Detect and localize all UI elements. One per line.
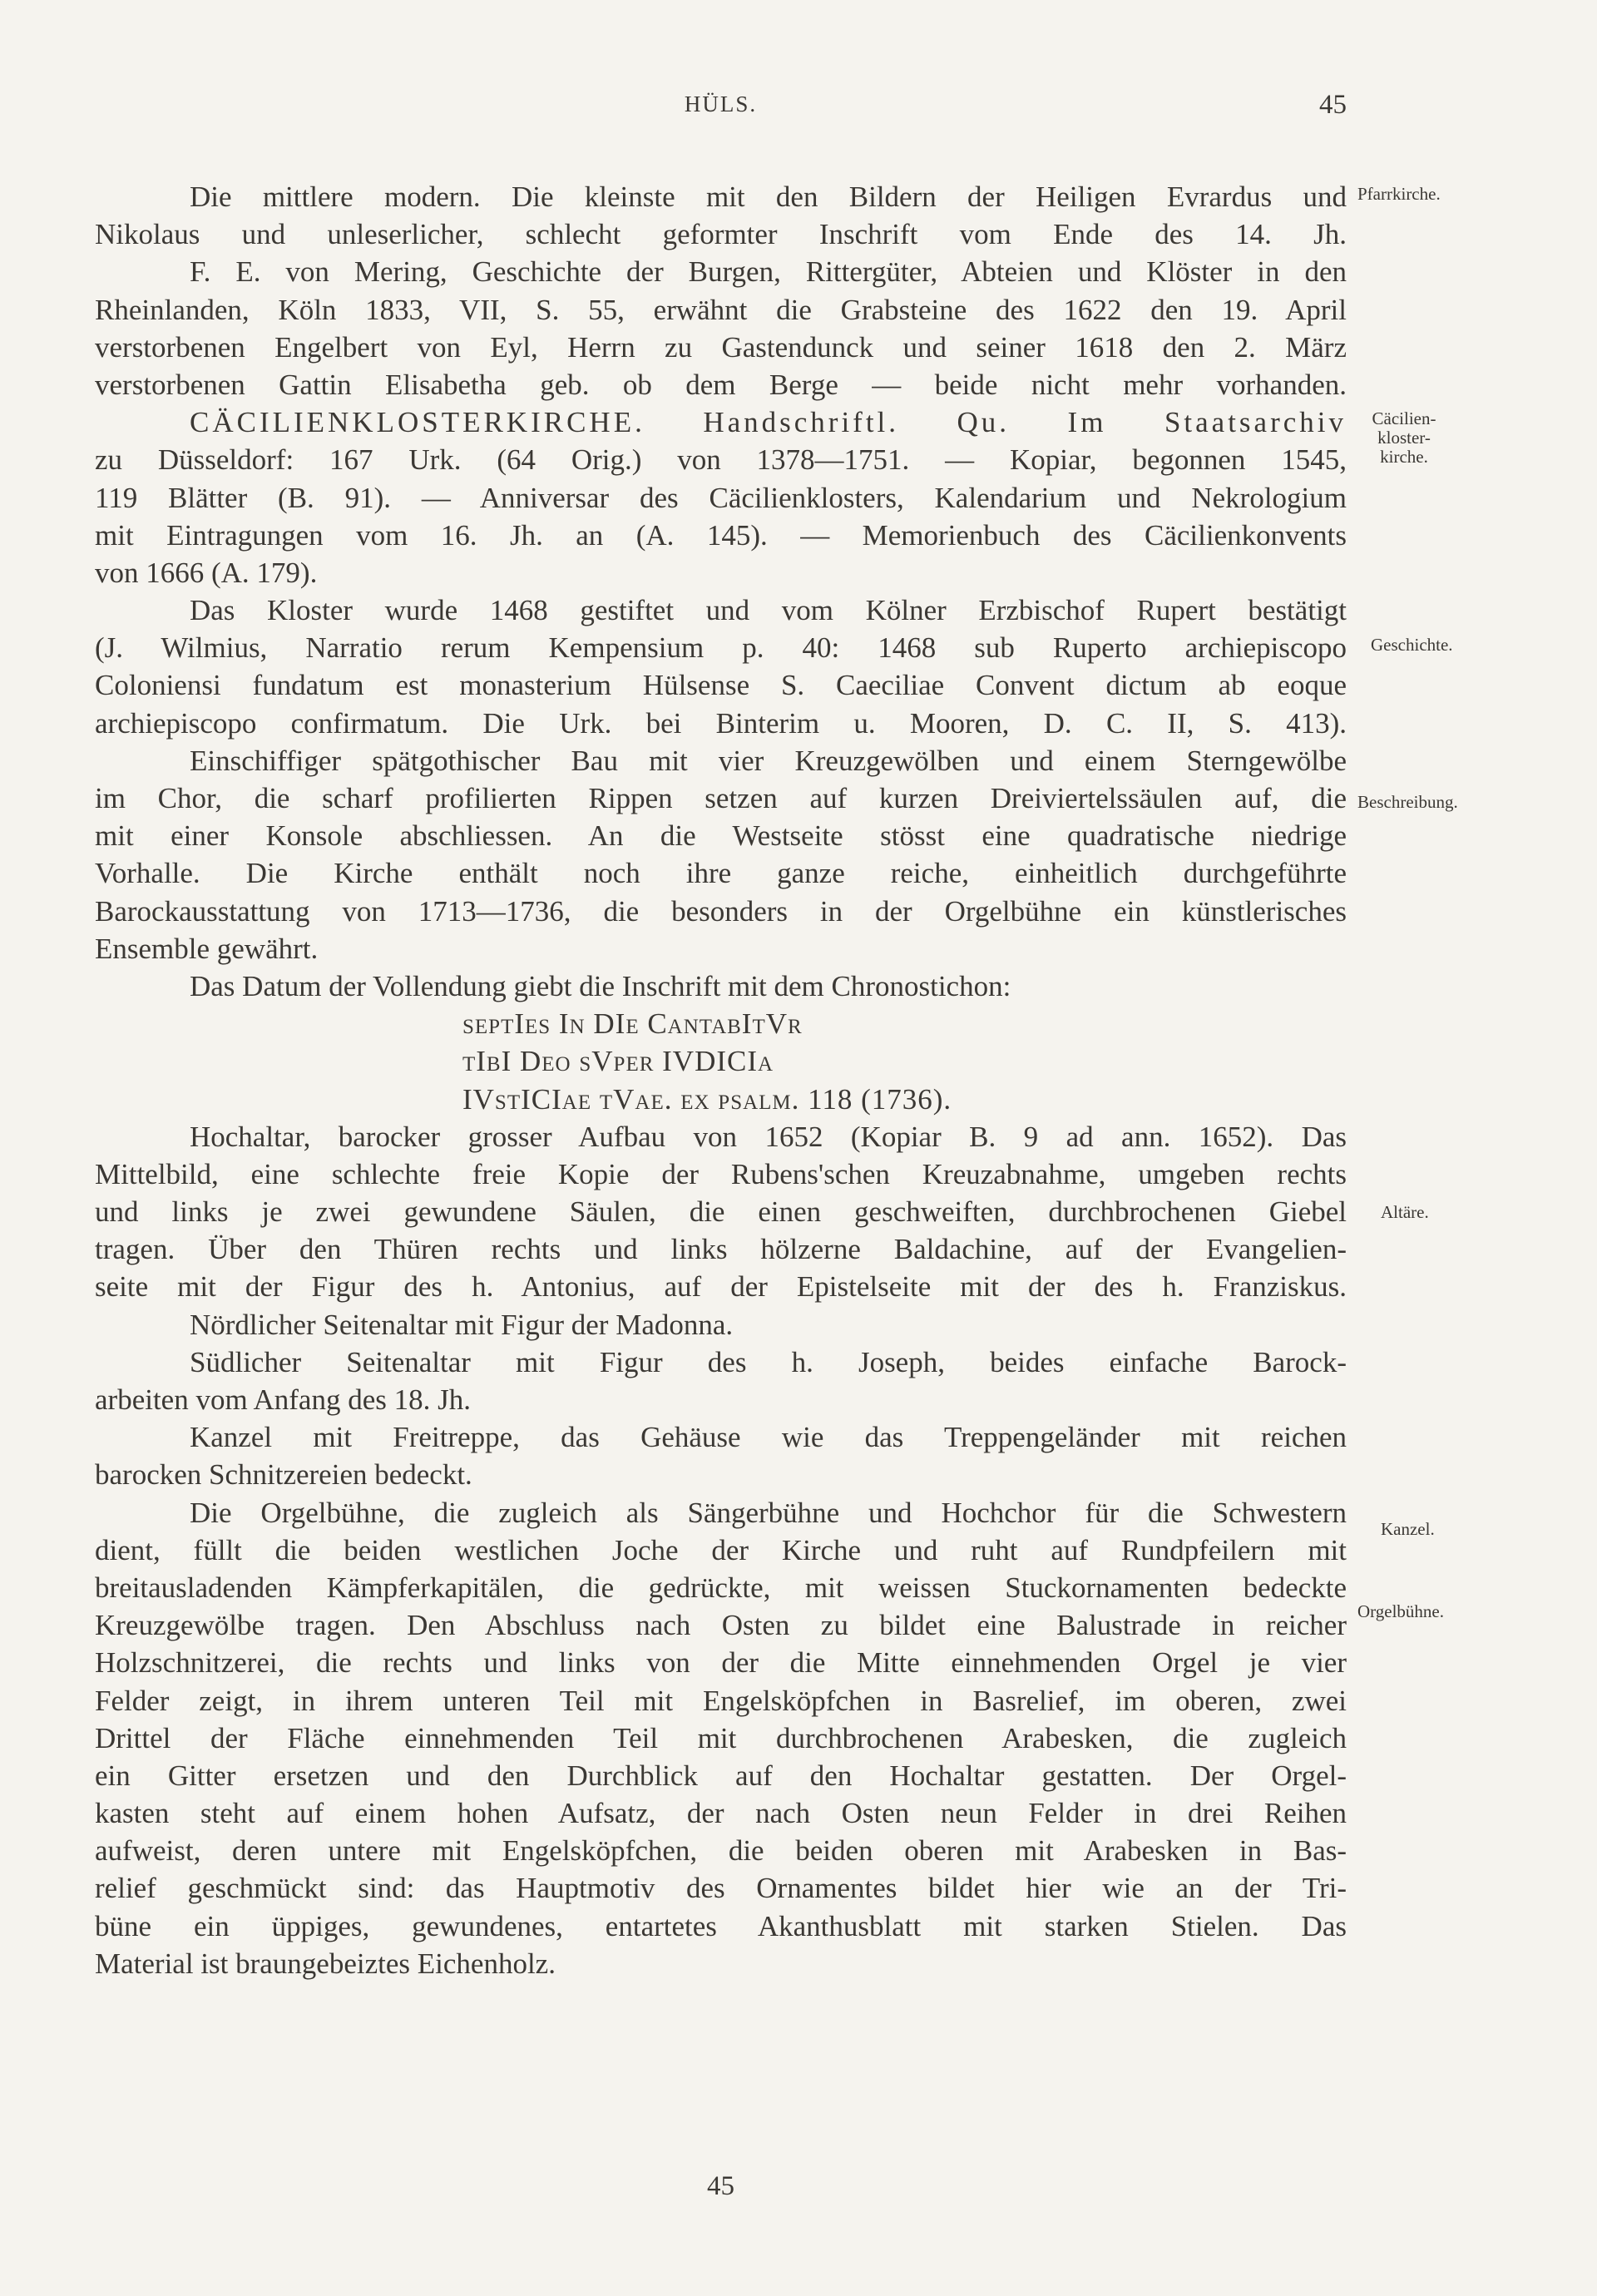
margin-note-geschichte: Geschichte.	[1371, 635, 1453, 655]
margin-note-line: Cäcilien-	[1372, 408, 1436, 428]
margin-note-kanzel: Kanzel.	[1381, 1519, 1435, 1539]
margin-note-orgelbuehne: Orgelbühne.	[1357, 1601, 1445, 1621]
margin-note-line: kirche.	[1380, 447, 1428, 467]
text-line: archiepiscopo confirmatum. Die Urk. bei Binterim u. Mooren, D. C. II, S. 413).	[95, 706, 1347, 740]
text-line: (J. Wilmius, Narratio rerum Kempensium p. 40: 1468 sub Ruperto archiepiscopo	[95, 631, 1347, 665]
text-line: von 1666 (A. 179).	[95, 556, 318, 589]
page-number-bottom: 45	[707, 2171, 734, 2201]
text-line: ein Gitter ersetzen und den Durchblick auf den Hochaltar gestatten. Der Orgel-	[95, 1759, 1347, 1792]
text-line: Hochaltar, barocker grosser Aufbau von 1652 (Kopiar B. 9 ad ann. 1652). Das	[190, 1120, 1347, 1153]
text-line: und links je zwei gewundene Säulen, die einen geschweiften, durchbrochenen Giebel	[95, 1195, 1347, 1229]
text-line: Drittel der Fläche einnehmenden Teil mit durchbrochenen Arabesken, die zugleich	[95, 1721, 1347, 1754]
text-line: Material ist braungebeiztes Eichenholz.	[95, 1947, 556, 1980]
text-line: Rheinlanden, Köln 1833, VII, S. 55, erwähnt die Grabsteine des 1622 den 19. April	[95, 293, 1347, 326]
body-text	[95, 178, 1347, 1982]
text-line: mit Eintragungen vom 16. Jh. an (A. 145). — Memorienbuch des Cäcilienkonvents	[95, 518, 1347, 552]
chronostichon-line: IVstICIae tVae. ex psalm. 118 (1736).	[462, 1082, 952, 1116]
margin-note-pfarrkirche: Pfarrkirche.	[1357, 184, 1441, 204]
text-line: barocken Schnitzereien bedeckt.	[95, 1458, 472, 1492]
section-heading-line: CÄCILIENKLOSTERKIRCHE. Handschriftl. Qu. Im Staatsarchiv	[190, 406, 1347, 439]
text-line: verstorbenen Engelbert von Eyl, Herrn zu Gastendunck und seiner 1618 den 2. März	[95, 330, 1347, 364]
text-line: verstorbenen Gattin Elisabetha geb. ob dem Berge — beide nicht mehr vorhanden.	[95, 368, 1347, 401]
text-line: Das Datum der Vollendung giebt die Inschrift mit dem Chronostichon:	[190, 969, 1011, 1002]
text-line: im Chor, die scharf profilierten Rippen setzen auf kurzen Dreiviertelssäulen auf, die	[95, 782, 1347, 814]
text-line: Kanzel mit Freitreppe, das Gehäuse wie das Treppengeländer mit reichen	[190, 1421, 1347, 1454]
margin-note-beschreibung: Beschreibung.	[1357, 792, 1458, 812]
text-line: Nikolaus und unleserlicher, schlecht geformter Inschrift vom Ende des 14. Jh.	[95, 218, 1347, 251]
page-number-top: 45	[1319, 90, 1347, 120]
text-line: tragen. Über den Thüren rechts und links hölzerne Baldachine, auf der Evangelien-	[95, 1233, 1347, 1266]
text-line: relief geschmückt sind: das Hauptmotiv des Ornamentes bildet hier wie an der Tri-	[95, 1872, 1347, 1905]
running-header	[95, 90, 1347, 123]
text-line: Das Kloster wurde 1468 gestiftet und vom Kölner Erzbischof Rupert bestätigt	[190, 594, 1347, 627]
text-line: Holzschnitzerei, die rechts und links von der die Mitte einnehmenden Orgel je vier	[95, 1646, 1347, 1680]
text-line: Nördlicher Seitenaltar mit Figur der Madonna.	[190, 1308, 734, 1341]
text-line: breitausladenden Kämpferkapitälen, die gedrückte, mit weissen Stuckornamenten bedeckte	[95, 1571, 1347, 1604]
text-line: Die mittlere modern. Die kleinste mit den Bildern der Heiligen Evrardus und	[190, 181, 1347, 213]
text-line: Mittelbild, eine schlechte freie Kopie der Rubens'schen Kreuzabnahme, umgeben rechts	[95, 1157, 1347, 1190]
text-line: aufweist, deren untere mit Engelsköpfchen, die beiden oberen mit Arabesken in Bas-	[95, 1834, 1347, 1868]
chronostichon-line: septIes In DIe CantabItVr	[462, 1007, 803, 1041]
text-line: Kreuzgewölbe tragen. Den Abschluss nach Osten zu bildet eine Balustrade in reicher	[95, 1609, 1347, 1642]
text-line: Einschiffiger spätgothischer Bau mit vier Kreuzgewölben und einem Sterngewölbe	[190, 744, 1347, 777]
text-line: F. E. von Mering, Geschichte der Burgen, Rittergüter, Abteien und Klöster in den	[190, 255, 1347, 289]
text-line: Die Orgelbühne, die zugleich als Sängerbühne und Hochchor für die Schwestern	[190, 1496, 1347, 1529]
text-line: Südlicher Seitenaltar mit Figur des h. Joseph, beides einfache Barock-	[190, 1345, 1347, 1378]
running-title: HÜLS.	[684, 92, 758, 116]
margin-note-caecilien	[1354, 409, 1454, 467]
chronostichon-line: tIbI Deo sVper IVDICIa	[462, 1045, 774, 1078]
text-line: Ensemble gewährt.	[95, 932, 319, 965]
text-line: seite mit der Figur des h. Antonius, auf der Epistelseite mit der des h. Franziskus.	[95, 1270, 1347, 1304]
text-line: dient, füllt die beiden westlichen Joche der Kirche und ruht auf Rundpfeilern mit	[95, 1533, 1347, 1566]
text-line: zu Düsseldorf: 167 Urk. (64 Orig.) von 1378—1751. — Kopiar, begonnen 1545,	[95, 443, 1347, 477]
margin-note-line: kloster-	[1377, 428, 1431, 448]
text-line: Felder zeigt, in ihrem unteren Teil mit Engelsköpfchen in Basrelief, im oberen, zwei	[95, 1684, 1347, 1717]
text-line: büne ein üppiges, gewundenes, entartetes Akanthusblatt mit starken Stielen. Das	[95, 1909, 1347, 1942]
margin-note-altaere: Altäre.	[1381, 1202, 1429, 1222]
text-line: 119 Blätter (B. 91). — Anniversar des Cäcilienklosters, Kalendarium und Nekrologium	[95, 481, 1347, 514]
text-line: Barockausstattung von 1713—1736, die besonders in der Orgelbühne ein künstlerisches	[95, 894, 1347, 928]
text-line: kasten steht auf einem hohen Aufsatz, der nach Osten neun Felder in drei Reihen	[95, 1797, 1347, 1830]
text-line: Coloniensi fundatum est monasterium Hülsense S. Caeciliae Convent dictum ab eoque	[95, 669, 1347, 702]
text-line: arbeiten vom Anfang des 18. Jh.	[95, 1383, 471, 1416]
text-line: mit einer Konsole abschliessen. An die Westseite stösst eine quadratische niedrige	[95, 819, 1347, 853]
text-line: Vorhalle. Die Kirche enthält noch ihre ganze reiche, einheitlich durchgeführte	[95, 857, 1347, 890]
